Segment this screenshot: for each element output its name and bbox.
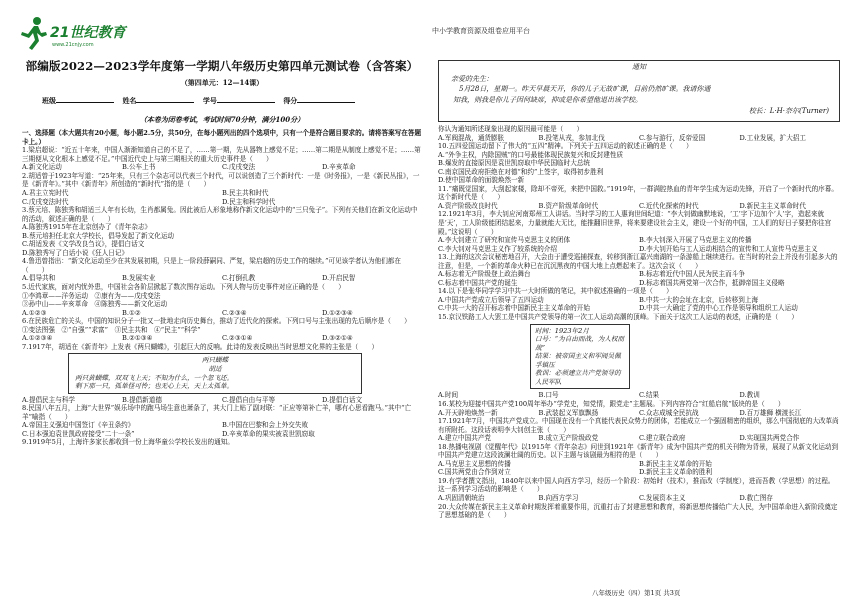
answer-option[interactable]: ①变法图强 ②“自强”“求富” ③民主共和 ④“民主”“科学”	[22, 325, 201, 334]
question-q5b	[22, 309, 422, 318]
answer-option[interactable]: A.开天辟地焕然一新	[438, 408, 498, 417]
answer-option[interactable]: C.建立联合政府	[639, 434, 686, 443]
logo-url: www.21cnjy.com	[52, 42, 94, 48]
question-q19	[438, 477, 840, 503]
answer-options	[22, 223, 422, 257]
answer-options	[22, 163, 422, 172]
answer-option[interactable]: A.陈独秀1915年在北京创办了《青年杂志》	[22, 223, 152, 232]
answer-option[interactable]: A.君主立宪时代	[22, 189, 69, 198]
answer-option[interactable]: C.日本强迫袁世凯政府接受“二十一条”	[22, 429, 135, 438]
answer-option[interactable]: D.①②③④	[322, 308, 353, 317]
question-stem: 9.1919年5月，上海许多家长都收到一份上海华童公学校长发出的通知。	[22, 438, 234, 447]
answer-option[interactable]: D.提倡白话文	[322, 395, 363, 404]
answer-option[interactable]: B.新民主主义革命的开始	[639, 459, 712, 468]
question-q7	[22, 343, 422, 352]
answer-options	[22, 292, 422, 309]
answer-option[interactable]: B.李大钊深入开展了马克思主义的传播	[639, 236, 752, 245]
question-stem: 6.在民族危亡的关头，中国的知识分子一批又一批地走向历史舞台，推动了近代化的探索。下列口号与主张出现的先后顺序是（ ）	[22, 317, 411, 326]
question-q7o	[22, 396, 422, 405]
answer-option[interactable]: C.众志成城全民抗战	[639, 408, 699, 417]
answer-option[interactable]: B.标志着近代中国人民为民主而斗争	[639, 270, 745, 279]
answer-option[interactable]: A.中国共产党成立后领导了五四运动	[438, 295, 544, 304]
question-list-right-a	[438, 125, 840, 322]
answer-options	[22, 274, 422, 283]
answer-option[interactable]: A.建立中国共产党	[438, 434, 492, 443]
question-q1	[22, 146, 422, 172]
answer-options	[22, 189, 422, 206]
answer-option[interactable]: B.中国在巴黎和会上外交失败	[222, 421, 309, 430]
question-stem: 19.有学者撰文指出，1840年以来中国人向西方学习，经历一个阶段：初始时（技术），推而改（学制度），进而吾教（学思想）的过程。这一系列学习活动的影响是（ ）	[438, 476, 835, 494]
answer-option[interactable]: C.结果	[639, 391, 660, 400]
question-stem: 3.蔡元培、陈独秀和胡适三人年有长幼，生肖都属兔。因此被后人形象地称作新文化运动中的“三只兔子”。下列有关他们在新文化运动中的活动，叙述正确的是（ ）	[22, 206, 418, 223]
name-label: 姓名	[122, 96, 137, 106]
score-label: 得分	[283, 96, 298, 106]
answer-options	[438, 409, 840, 418]
section-heading: 一、选择题（本大题共有20小题，每小题2.5分，共50分，在每小题列出的四个选项中，只有一个是符合题目要求的。请将答案写在答题卡上。）	[22, 129, 422, 146]
strike-slogan: 口号：“为自由而战，为人权而战”	[535, 335, 625, 352]
notice-box	[438, 60, 840, 122]
answer-option[interactable]: D.教训	[739, 391, 760, 400]
answer-option[interactable]: C.国共两党由合作到对立	[438, 468, 511, 477]
question-q6	[22, 317, 422, 334]
answer-option[interactable]: B.爆发的直接原因是袁世凯窃取中华民国临时大总统	[438, 159, 591, 168]
answer-option[interactable]: C.李大钊对马克思主义作了较系统的介绍	[438, 244, 557, 253]
question-stem: 5.近代家族，面对内忧外患，中国社会各阶层掀起了数次图存运动。下列人物与历史事件对应正确的是（ ）	[22, 283, 345, 292]
answer-option[interactable]: D.新民主主义革命时代	[739, 201, 806, 210]
answer-option[interactable]: A.军阀混战，通货膨胀	[438, 133, 505, 142]
answer-option[interactable]: C.近代化探索的时代	[639, 201, 699, 210]
answer-option[interactable]: D.中共一大确定了党的中心工作是领导和组织工人运动	[639, 304, 798, 313]
question-q3	[22, 206, 422, 257]
answer-options	[438, 134, 840, 143]
site-logo	[20, 14, 130, 56]
answer-option[interactable]: B.公车上书	[122, 163, 156, 172]
answer-option[interactable]: A.时间	[438, 391, 459, 400]
name-blank[interactable]	[136, 102, 194, 103]
question-q17	[438, 417, 840, 443]
answer-option[interactable]: B.②①③④	[122, 334, 153, 343]
notice-body: 5月28日，星期一。昨天早晨天开，你的儿子无故旷课，目前仍然旷课。我请你通	[459, 85, 711, 93]
strike-result: 结果：被帝国主义和军阀吴佩孚镇压	[535, 352, 621, 369]
notice-title: 通知	[632, 63, 646, 71]
poem-title: 两只蝴蝶	[201, 356, 229, 365]
question-stem: 14.以下是张华同学学习中共一大时所做的笔记，其中叙述准确的一项是（ ）	[438, 287, 673, 296]
answer-option[interactable]: A.提倡民主与科学	[22, 395, 76, 404]
answer-options	[22, 309, 422, 318]
strike-lesson: 教训：必须建立共产党领导的人民军队	[535, 369, 621, 386]
answer-options	[438, 151, 840, 185]
answer-option[interactable]: D.民主和科学时代	[222, 197, 276, 206]
question-stem: 2.胡适曾于1923年写道：“25年来，只有三个杂志可以代表三个时代，可以说创造了三个新时代：一是《时务报》，一是《新民丛报》，一是《新青年》。”其中《新青年》所创造的“新时代”指的是（ ）	[22, 171, 420, 189]
question-q4	[22, 257, 422, 283]
answer-option[interactable]: D.使中国革命的面貌焕然一新	[438, 176, 525, 185]
question-stem: 10.五四爱国运动留下了伟大的“五四”精神。下列关于五四运动的叙述正确的是（ ）	[438, 142, 693, 151]
number-label: 学号	[202, 96, 217, 106]
answer-options	[438, 494, 840, 503]
answer-option[interactable]: D.百万雄狮 横渡长江	[739, 408, 802, 417]
answer-option[interactable]: B.口号	[538, 391, 559, 400]
answer-option[interactable]: C.提倡自由与平等	[222, 395, 276, 404]
question-stem: 12.1921年3月，李大钊应河南郑州工人讲话。当时学习的工人惠询世间纪道：“李大钊做幽默地说，‘工’字下边加个‘人’字，造起来就是‘天’，工人阶级能团结起来，力量就能大无比，能推翻旧世界，将来要建设社会主义，建设一个好的中国，工人们的好日子要把你往宫殿。”这说明（ ）	[438, 210, 832, 236]
exam-notice: （本卷为闭卷考试，考试时间70分钟，满分100分）	[139, 114, 305, 124]
answer-option[interactable]: A.马克思主义思想的传播	[438, 459, 511, 468]
answer-option[interactable]: ③孙中山——辛亥革命 ④陈独秀——新文化运动	[22, 300, 168, 309]
answer-options	[438, 296, 840, 313]
answer-option[interactable]: C.戊戌变法	[222, 163, 256, 172]
answer-option[interactable]: A.倡导共和	[22, 274, 56, 283]
poem-line: 两只黄蝴蝶，双双飞上天；不知为什么，一个忽飞还。	[75, 373, 234, 382]
answer-options	[438, 434, 840, 443]
exam-title: 部编版2022—2023学年度第一学期八年级历史第四单元测试卷（含答案）	[25, 59, 419, 73]
question-stem: 你认为通知所述现象出现的原因最可能是（ ）	[438, 125, 584, 133]
strike-time: 时间：1923年2月	[535, 326, 589, 335]
answer-option[interactable]: C.发展资本主义	[639, 493, 686, 502]
question-q15o	[438, 391, 840, 400]
answer-option[interactable]: C.中共一大的召开标志着中国新民主主义革命的开始	[438, 304, 590, 313]
answer-option[interactable]: C.参与游行，反帝爱国	[639, 133, 706, 142]
question-list-right-b	[438, 391, 840, 519]
question-stem: 15.京汉铁路工人大罢工是中国共产党领导的第一次工人运动高潮的顶峰。下面关于这次工人运动的表述，正确的是（ ）	[438, 313, 798, 322]
exam-subtitle: （第四单元：12—14课）	[180, 77, 264, 87]
answer-option[interactable]: A.新文化运动	[22, 163, 62, 172]
answer-option[interactable]: D.标志着国共两党第一次合作，抵御帝国主义侵略	[639, 278, 785, 287]
question-q5	[22, 283, 422, 309]
question-q12	[438, 210, 840, 253]
question-q15	[438, 313, 840, 322]
notice-body: 知我，则我是你儿子因何缺席，抑或是你希望他退出该学校。	[453, 96, 642, 104]
answer-option[interactable]: B.资产阶级革命时代	[538, 201, 599, 210]
answer-options	[22, 334, 422, 343]
poem-box	[68, 353, 362, 393]
question-q16	[438, 400, 840, 417]
answer-option[interactable]: D.救亡图存	[739, 493, 774, 502]
answer-option[interactable]: B.民主共和时代	[222, 189, 269, 198]
answer-option[interactable]: C.标志着中国共产党的诞生	[438, 278, 518, 287]
answer-options	[22, 396, 422, 405]
strike-info-box	[530, 324, 630, 390]
answer-option[interactable]: D.开启民智	[322, 274, 356, 283]
answer-option[interactable]: D.陈独秀写了白话小说《狂人日记》	[22, 248, 129, 257]
answer-option[interactable]: D.辛亥革命的果实被袁世凯窃取	[222, 429, 315, 438]
answer-option[interactable]: B.①②	[122, 308, 141, 317]
answer-option[interactable]: A.帝国主义强迫中国签订《辛丑条约》	[22, 421, 135, 430]
answer-option[interactable]: A.资产阶级改良时代	[438, 201, 498, 210]
page-footer: 八年级历史（四）第1页 共3页	[592, 589, 681, 597]
answer-option[interactable]: B.蔡元培担任北京大学校长，倡导发起了新文化运动	[22, 231, 175, 240]
student-info-line	[42, 97, 422, 106]
question-stem: 20.大众传媒在新民主主义革命时期发挥着重要作用，沉重打击了封建思想和教育，将新思想传播给广大人民，为中国革命进入新阶段奠定了思想基础的是（ ）	[438, 502, 838, 520]
answer-option[interactable]: A.①②③④	[22, 334, 53, 343]
answer-option[interactable]: C.南京国民政府拒绝在对德“和约”上签字，取得初步胜利	[438, 167, 604, 176]
class-blank[interactable]	[56, 102, 114, 103]
answer-option[interactable]: B.向西方学习	[538, 493, 579, 502]
answer-options	[438, 236, 840, 253]
question-stem: 7.1917年，胡适在《新青年》上发表《两只蝴蝶》，引起巨大的反响。此诗的发表反映出当时思想文化界的主张是（ ）	[22, 342, 379, 351]
answer-option[interactable]: C.胡适发表《文学改良刍议》，提倡白话文	[22, 240, 145, 249]
right-column	[438, 60, 840, 520]
class-label: 班级	[42, 96, 56, 106]
question-q10	[438, 142, 840, 185]
answer-option[interactable]: ①李鸿章——洋务运动 ②康有为——戊戌变法	[22, 291, 161, 300]
answer-options	[438, 391, 840, 400]
question-stem: 13.上海的这次会议秘密地召开，大会由于遭受巡捕探查，转移到浙江嘉兴南湖的一条游船上继续进行。在当时的社会上并没有引起多大的注意，但是，一个新的革命火种已在沉沉黑夜的中国大地上点燃起来了。这次会议（ ）	[438, 253, 838, 270]
answer-option[interactable]: C.②③④	[222, 308, 247, 317]
answer-option[interactable]: D.新民主主义革命的胜利	[639, 468, 713, 477]
question-stem: 1.梁启超说：“近五十年来，中国人渐渐知道自己的不足了，……第一期，先从器物上感觉不足；……第二期是从制度上感觉不足；……第三期便从文化根本上感觉不足。”中国近代史上与第三期相关的重大历史事件是（ ）	[22, 146, 421, 163]
question-stem: 17.1921年7月，中国共产党成立。中国现在没有一个真能代表民众势力的团体，若能成立一个强固精密的组织，那么中国彻底的大改革尚有所附托。这段话表明李大钊创主张（ ）	[438, 417, 839, 434]
answer-option[interactable]: B.中共一大的会址在北京，后转移到上海	[639, 295, 759, 304]
question-q2	[22, 172, 422, 206]
logo-text: 21世纪教育	[50, 25, 126, 41]
question-q9	[22, 438, 422, 447]
question-q13	[438, 253, 840, 287]
question-stem: 11.“痛既觉国家，大刮起家楼，除却不帝死，来把中国救。”1919年，一群满腔热血的青年学生成为运动先锋，开启了一个新时代的序幕。这个新时代是（ ）	[438, 184, 838, 202]
question-stem: 8.民国八年五月，上海“大世界”娱乐场中的跑马场生意也萧条了，其大门上贴了副对联：“正应等第补亡羊，哪有心思看跑马。”其中“亡羊”喻指（ ）	[22, 404, 412, 421]
answer-option[interactable]: C.戊戌变法时代	[22, 197, 69, 206]
answer-option[interactable]: D.辛亥革命	[322, 163, 356, 172]
question-q20	[438, 503, 840, 520]
answer-option[interactable]: B.武装起义军旗飘扬	[538, 408, 599, 417]
question-list-left-b	[22, 396, 422, 447]
question-q11	[438, 185, 840, 211]
answer-option[interactable]: C.打倒孔教	[222, 274, 256, 283]
notice-signature: 校长：L·H·奈尔(Turner)	[748, 107, 829, 115]
answer-options	[438, 270, 840, 287]
score-blank[interactable]	[297, 102, 355, 103]
question-q14	[438, 287, 840, 313]
question-stem: 4.鲁迅曾指出：“新文化运动至少在其发展初期，只是上一阶段薛嗣同、严复，梁启超的历史工作的继续。”可见该学者认为他们都在（ ）	[22, 257, 401, 274]
answer-option[interactable]: C.②③①④	[222, 334, 253, 343]
answer-options	[22, 421, 422, 438]
answer-option[interactable]: A.“外争主权，内除国贼”的口号最能体现民族复兴和反封建性质	[438, 150, 624, 159]
question-q6b	[22, 334, 422, 343]
answer-option[interactable]: D.实现国共两党合作	[739, 434, 800, 443]
left-column	[22, 58, 422, 447]
poem-line: 剩下那一只，孤单怪可怜；也无心上天，天上太孤单。	[75, 382, 234, 391]
answer-option[interactable]: A.①②③	[22, 308, 47, 317]
answer-option[interactable]: B.成立无产阶级政党	[538, 434, 599, 443]
runner-logo-icon	[20, 16, 48, 50]
poem-author: 胡适	[208, 364, 222, 373]
answer-option[interactable]: D.李大钊开始与工人运动相结合的宣传和工人宣传马克思主义	[639, 244, 818, 253]
answer-option[interactable]: A.李大钊建立了研究和宣传马克思主义的团体	[438, 236, 571, 245]
answer-options	[22, 326, 422, 335]
answer-option[interactable]: B.投笔从戎，参加北伐	[538, 133, 605, 142]
number-blank[interactable]	[217, 102, 275, 103]
answer-option[interactable]: D.③②①④	[322, 334, 353, 343]
question-stem: 16.某校为迎接中国共产党100周年举办“学党史，知党情，跟党走”主题展。下列内容符合“红船启航”版块的是（ ）	[438, 399, 785, 408]
question-q18	[438, 443, 840, 477]
question-q9c	[438, 125, 840, 142]
notice-greeting: 亲爱的先生：	[451, 75, 493, 83]
platform-header: 中小学教育资源及组卷应用平台	[432, 27, 530, 35]
question-list-left-a	[22, 146, 422, 351]
answer-option[interactable]: B.发展实业	[122, 274, 156, 283]
answer-options	[438, 460, 840, 477]
question-stem: 18.热播电视剧《觉醒年代》以1915年《青年杂志》问世到1921年《新青年》成为中国共产党的机关刊物为背景，展现了从新文化运动到中国共产党建立这段波澜壮阔的历史。以下主题与该剧最为相符的是（ ）	[438, 442, 839, 460]
answer-option[interactable]: A.标志着无产阶级登上政治舞台	[438, 270, 531, 279]
answer-option[interactable]: D.工业发展，扩大招工	[739, 133, 806, 142]
answer-option[interactable]: B.提倡新道德	[122, 395, 162, 404]
answer-option[interactable]: A.巩固清朝统治	[438, 493, 485, 502]
question-q8	[22, 404, 422, 438]
